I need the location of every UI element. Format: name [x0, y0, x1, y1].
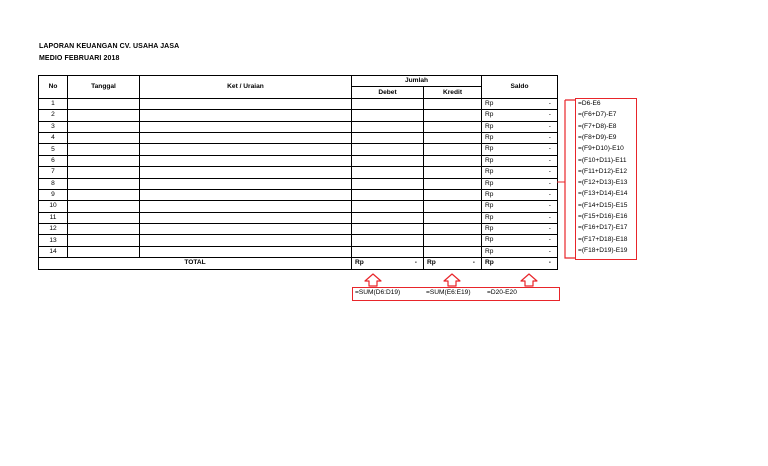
saldo-value: -: [548, 156, 551, 164]
saldo-value: -: [548, 213, 551, 221]
kredit-up-arrow-icon: [444, 274, 460, 286]
saldo-currency: Rp: [485, 133, 494, 141]
saldo-currency: Rp: [485, 145, 494, 153]
bracket-connector: [565, 100, 575, 258]
saldo-currency: Rp: [485, 190, 494, 198]
saldo-value: -: [548, 202, 551, 210]
header-saldo: Saldo: [482, 76, 558, 99]
saldo-up-arrow-icon: [521, 274, 537, 286]
saldo-currency: Rp: [485, 225, 494, 233]
row-number: 4: [39, 132, 68, 143]
saldo-currency: Rp: [485, 179, 494, 187]
total-debet-value: -: [414, 259, 417, 267]
saldo-currency: Rp: [485, 236, 494, 244]
saldo-value: -: [548, 236, 551, 244]
saldo-value: -: [548, 145, 551, 153]
total-label: TOTAL: [39, 258, 352, 269]
saldo-formula: =(F13+D14)-E14: [578, 190, 628, 198]
saldo-currency: Rp: [485, 111, 494, 119]
row-number: 14: [39, 246, 68, 257]
saldo-currency: Rp: [485, 213, 494, 221]
row-number: 1: [39, 98, 68, 109]
row-number: 10: [39, 201, 68, 212]
saldo-currency: Rp: [485, 156, 494, 164]
saldo-formula: =(F18+D19)-E19: [578, 246, 628, 254]
total-saldo-value: -: [548, 259, 551, 267]
saldo-value: -: [548, 225, 551, 233]
saldo-currency: Rp: [485, 99, 494, 107]
debet-sum-formula: =SUM(D6:D19): [355, 289, 401, 296]
kredit-sum-formula: =SUM(E6:E19): [426, 289, 471, 296]
header-debet: Debet: [352, 87, 424, 98]
saldo-formula: =(F6+D7)-E7: [578, 111, 617, 119]
total-saldo-rp: Rp: [485, 259, 494, 267]
saldo-value: -: [548, 122, 551, 130]
saldo-formula: =D6-E6: [578, 100, 601, 107]
row-number: 12: [39, 224, 68, 235]
total-kredit-value: -: [472, 259, 475, 267]
saldo-total-formula: =D20-E20: [487, 289, 517, 296]
header-tanggal: Tanggal: [68, 76, 140, 99]
saldo-currency: Rp: [485, 202, 494, 210]
header-ket-uraian: Ket / Uraian: [140, 76, 352, 99]
saldo-formula: =(F15+D16)-E16: [578, 213, 628, 220]
header-kredit: Kredit: [424, 87, 482, 98]
row-number: 6: [39, 155, 68, 166]
saldo-value: -: [548, 179, 551, 187]
row-number: 11: [39, 212, 68, 223]
saldo-value: -: [548, 133, 551, 141]
debet-up-arrow-icon: [365, 274, 381, 286]
saldo-formula: =(F16+D17)-E17: [578, 224, 628, 232]
header-no: No: [39, 76, 68, 99]
total-debet-rp: Rp: [355, 259, 364, 267]
saldo-formula: =(F12+D13)-E13: [578, 179, 628, 187]
row-number: 9: [39, 189, 68, 200]
row-number: 8: [39, 178, 68, 189]
saldo-value: -: [548, 168, 551, 176]
row-number: 13: [39, 235, 68, 246]
saldo-formula: =(F10+D11)-E11: [578, 156, 627, 164]
row-number: 2: [39, 110, 68, 121]
saldo-currency: Rp: [485, 247, 494, 255]
saldo-value: -: [548, 190, 551, 198]
saldo-value: -: [548, 99, 551, 107]
saldo-currency: Rp: [485, 122, 494, 130]
saldo-formula: =(F14+D15)-E15: [578, 201, 628, 209]
saldo-formula: =(F11+D12)-E12: [578, 167, 627, 175]
saldo-currency: Rp: [485, 168, 494, 176]
saldo-formula: =(F9+D10)-E10: [578, 145, 624, 153]
total-kredit-rp: Rp: [427, 259, 436, 267]
saldo-formula: =(F17+D18)-E18: [578, 235, 628, 243]
row-number: 7: [39, 167, 68, 178]
report-title: LAPORAN KEUANGAN CV. USAHA JASA: [39, 43, 180, 50]
saldo-value: -: [548, 247, 551, 255]
saldo-value: -: [548, 111, 551, 119]
saldo-formula: =(F7+D8)-E8: [578, 122, 617, 130]
header-jumlah: Jumlah: [352, 76, 482, 87]
row-number: 5: [39, 144, 68, 155]
report-period: MEDIO FEBRUARI 2018: [39, 55, 120, 62]
row-number: 3: [39, 121, 68, 132]
saldo-formula: =(F8+D9)-E9: [578, 133, 617, 141]
